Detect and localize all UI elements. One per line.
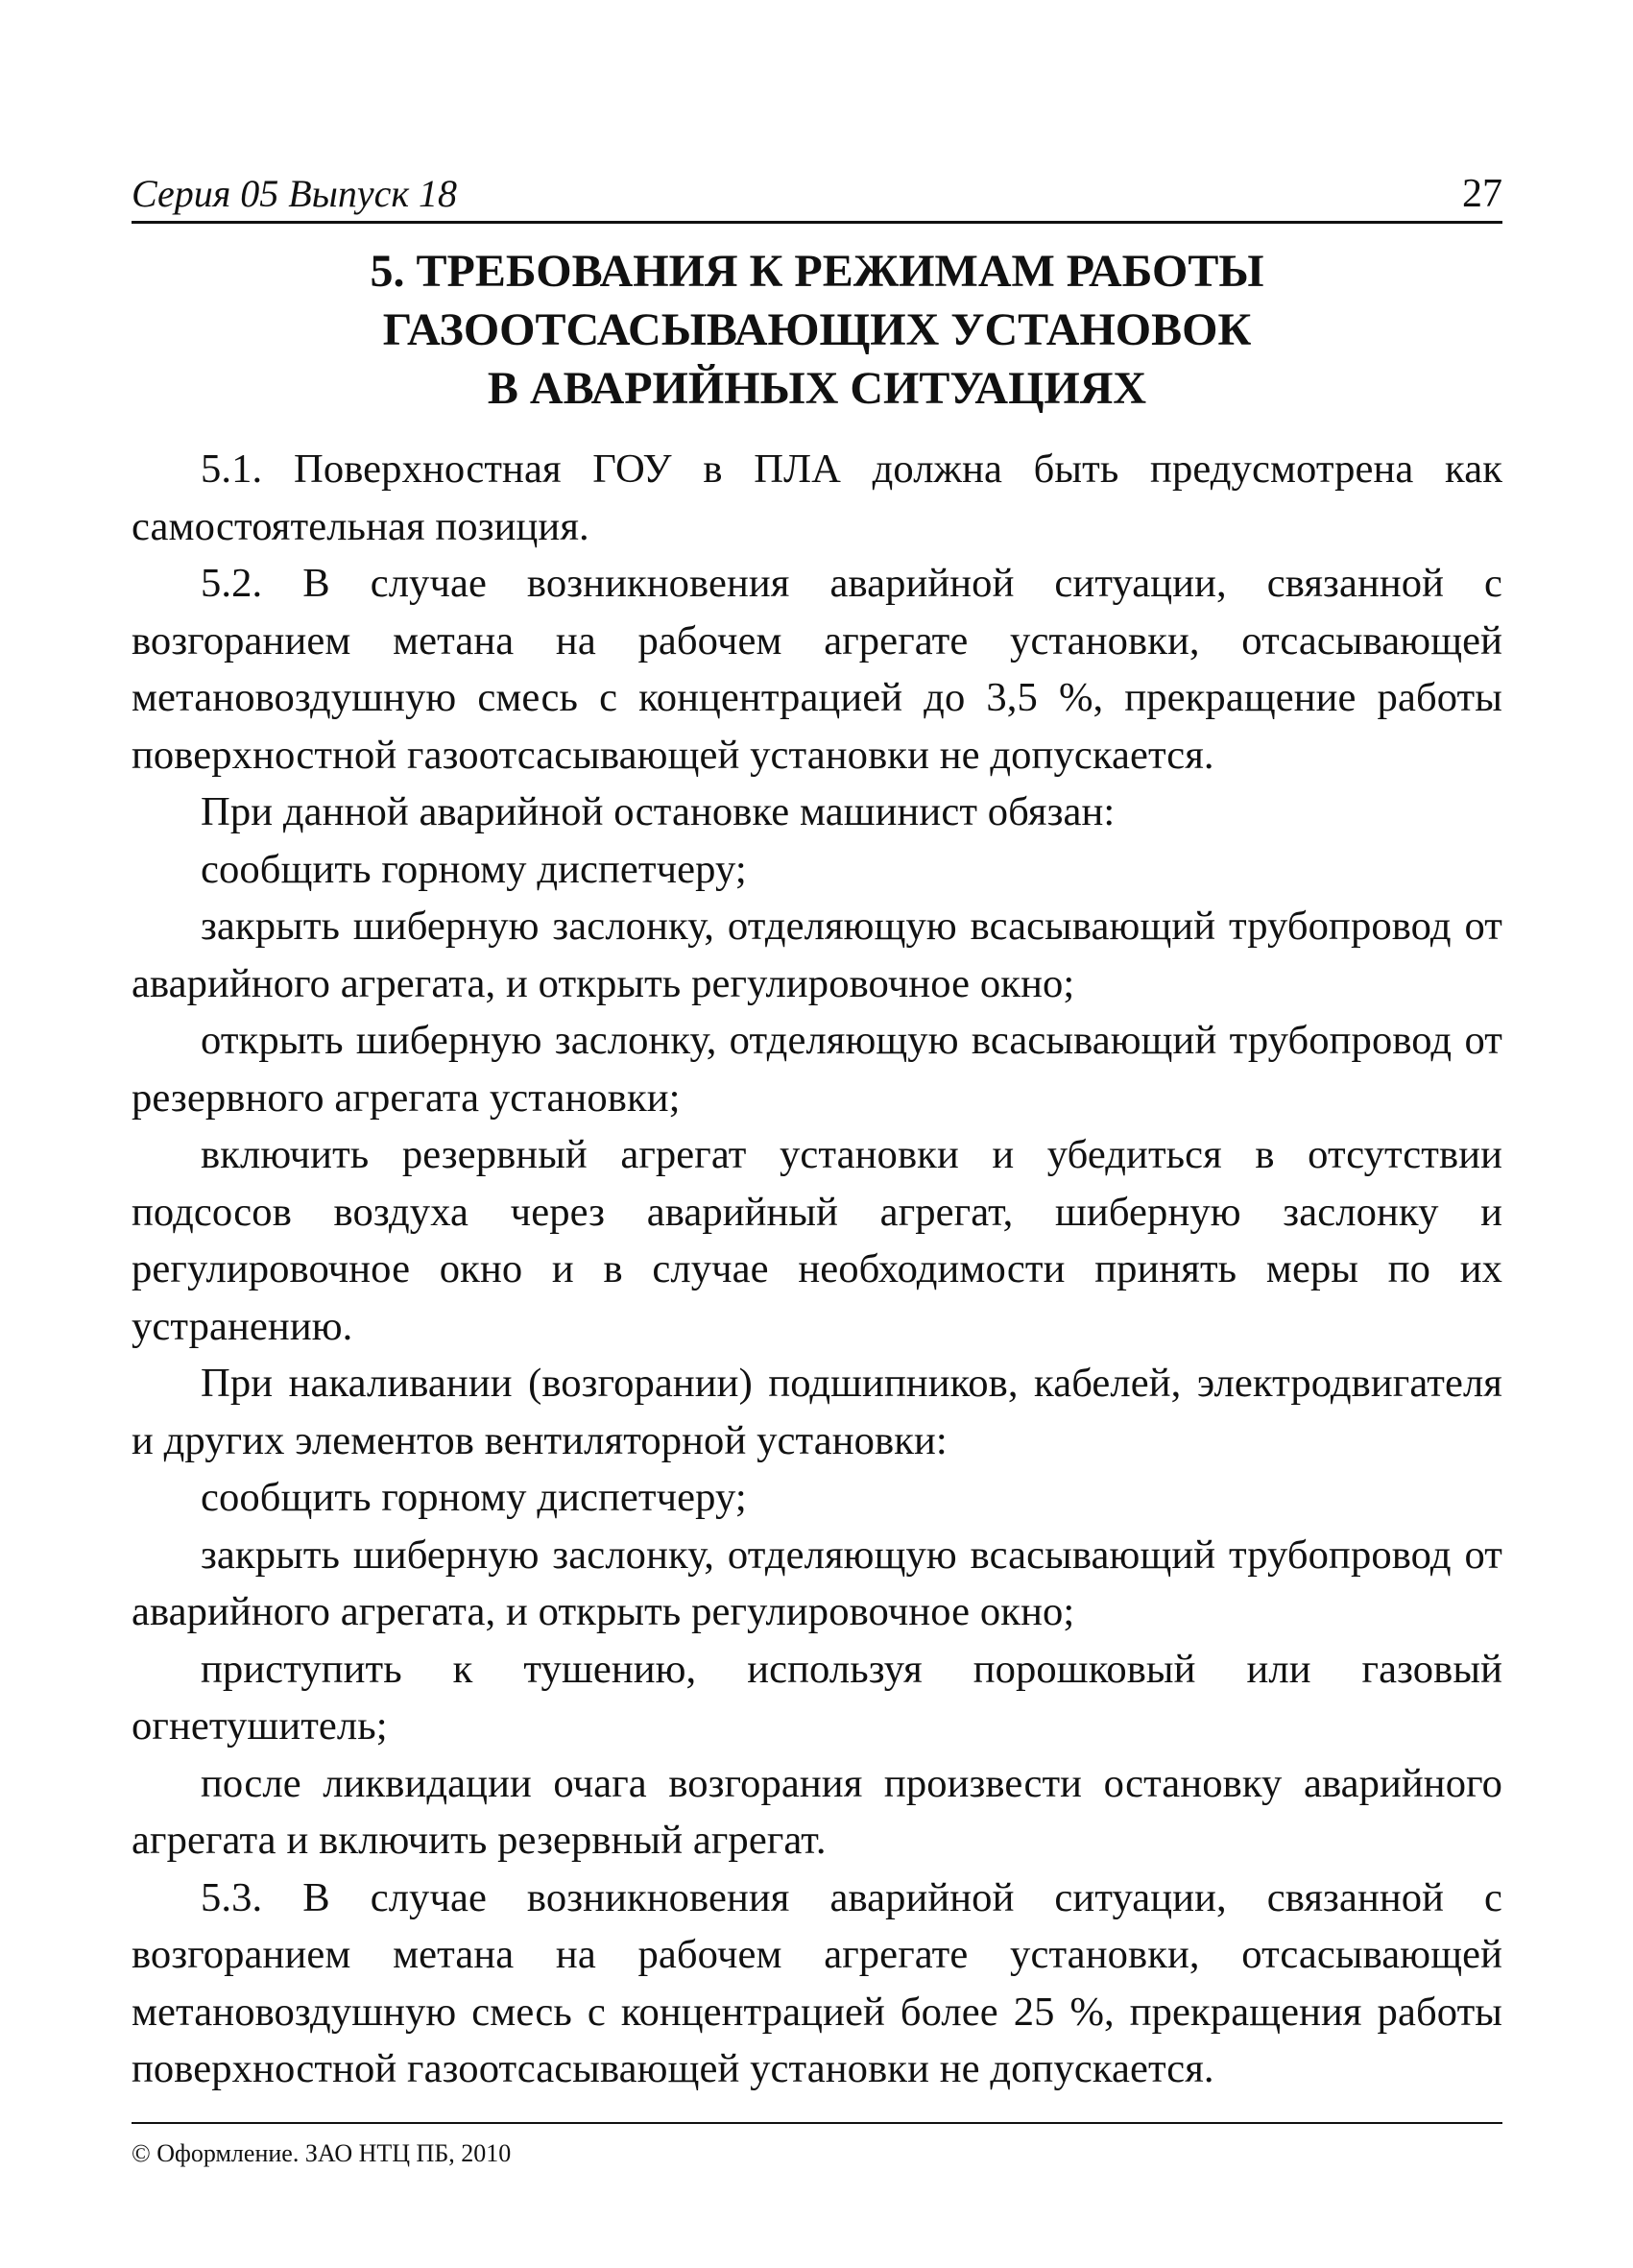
page-number: 27: [1462, 172, 1502, 216]
section-title-line-2: ГАЗООТСАСЫВАЮЩИХ УСТАНОВОК: [382, 304, 1252, 355]
list-item: после ликвидации очага возгорания произвести остановку аварийного агрегата и включить резервный агрегат.: [132, 1760, 1502, 1863]
list-item: сообщить горному диспетчеру;: [201, 846, 747, 892]
footer-copyright: © Оформление. ЗАО НТЦ ПБ, 2010: [132, 2139, 512, 2167]
series-label: Серия 05 Выпуск 18: [132, 172, 458, 215]
footer-divider: [132, 2122, 1502, 2124]
paragraph-5-3: 5.3. В случае возникновения аварийной ситуации, связанной с возгоранием метана на рабочем агрегате установки, отсасывающей метановоздушную смесь с концентрацией более 25 %, прекращения работы поверхностной газоотсасывающей установки не допускается.: [132, 1874, 1502, 2091]
list-item: приступить к тушению, используя порошковый или газовый огнетушитель;: [132, 1646, 1502, 1749]
list-item: закрыть шиберную заслонку, отделяющую всасывающий трубопровод от аварийного агрегата, и открыть регулировочное окно;: [132, 904, 1502, 1006]
section-title-line-1: 5. ТРЕБОВАНИЯ К РЕЖИМАМ РАБОТЫ: [370, 246, 1264, 297]
list-item: открыть шиберную заслонку, отделяющую всасывающий трубопровод от резервного агрегата установки;: [132, 1018, 1502, 1121]
paragraph-5-2: 5.2. В случае возникновения аварийной ситуации, связанной с возгоранием метана на рабочем агрегате установки, отсасывающей метановоздушную смесь с концентрацией до 3,5 %, прекращение работы поверхностной газоотсасывающей установки не допускается.: [132, 561, 1502, 778]
list-item: включить резервный агрегат установки и убедиться в отсутствии подсосов воздуха через аварийный агрегат, шиберную заслонку и регулировочное окно и в случае необходимости принять меры по их устранению.: [132, 1132, 1502, 1349]
paragraph-overheating-intro: При накаливании (возгорании) подшипников, кабелей, электродвигателя и других элементов вентиляторной установки:: [132, 1361, 1502, 1463]
paragraph-5-1: 5.1. Поверхностная ГОУ в ПЛА должна быть предусмотрена как самостоятельная позиция.: [132, 446, 1502, 549]
list-item: сообщить горному диспетчеру;: [201, 1475, 747, 1520]
section-title-line-3: В АВАРИЙНЫХ СИТУАЦИЯХ: [487, 363, 1147, 414]
paragraph-operator-duties-intro: При данной аварийной остановке машинист обязан:: [201, 789, 1116, 834]
list-item: закрыть шиберную заслонку, отделяющую всасывающий трубопровод от аварийного агрегата, и открыть регулировочное окно;: [132, 1532, 1502, 1634]
section-title: [132, 242, 1502, 418]
document-body: [132, 441, 1502, 2098]
page-header: [132, 171, 1502, 224]
